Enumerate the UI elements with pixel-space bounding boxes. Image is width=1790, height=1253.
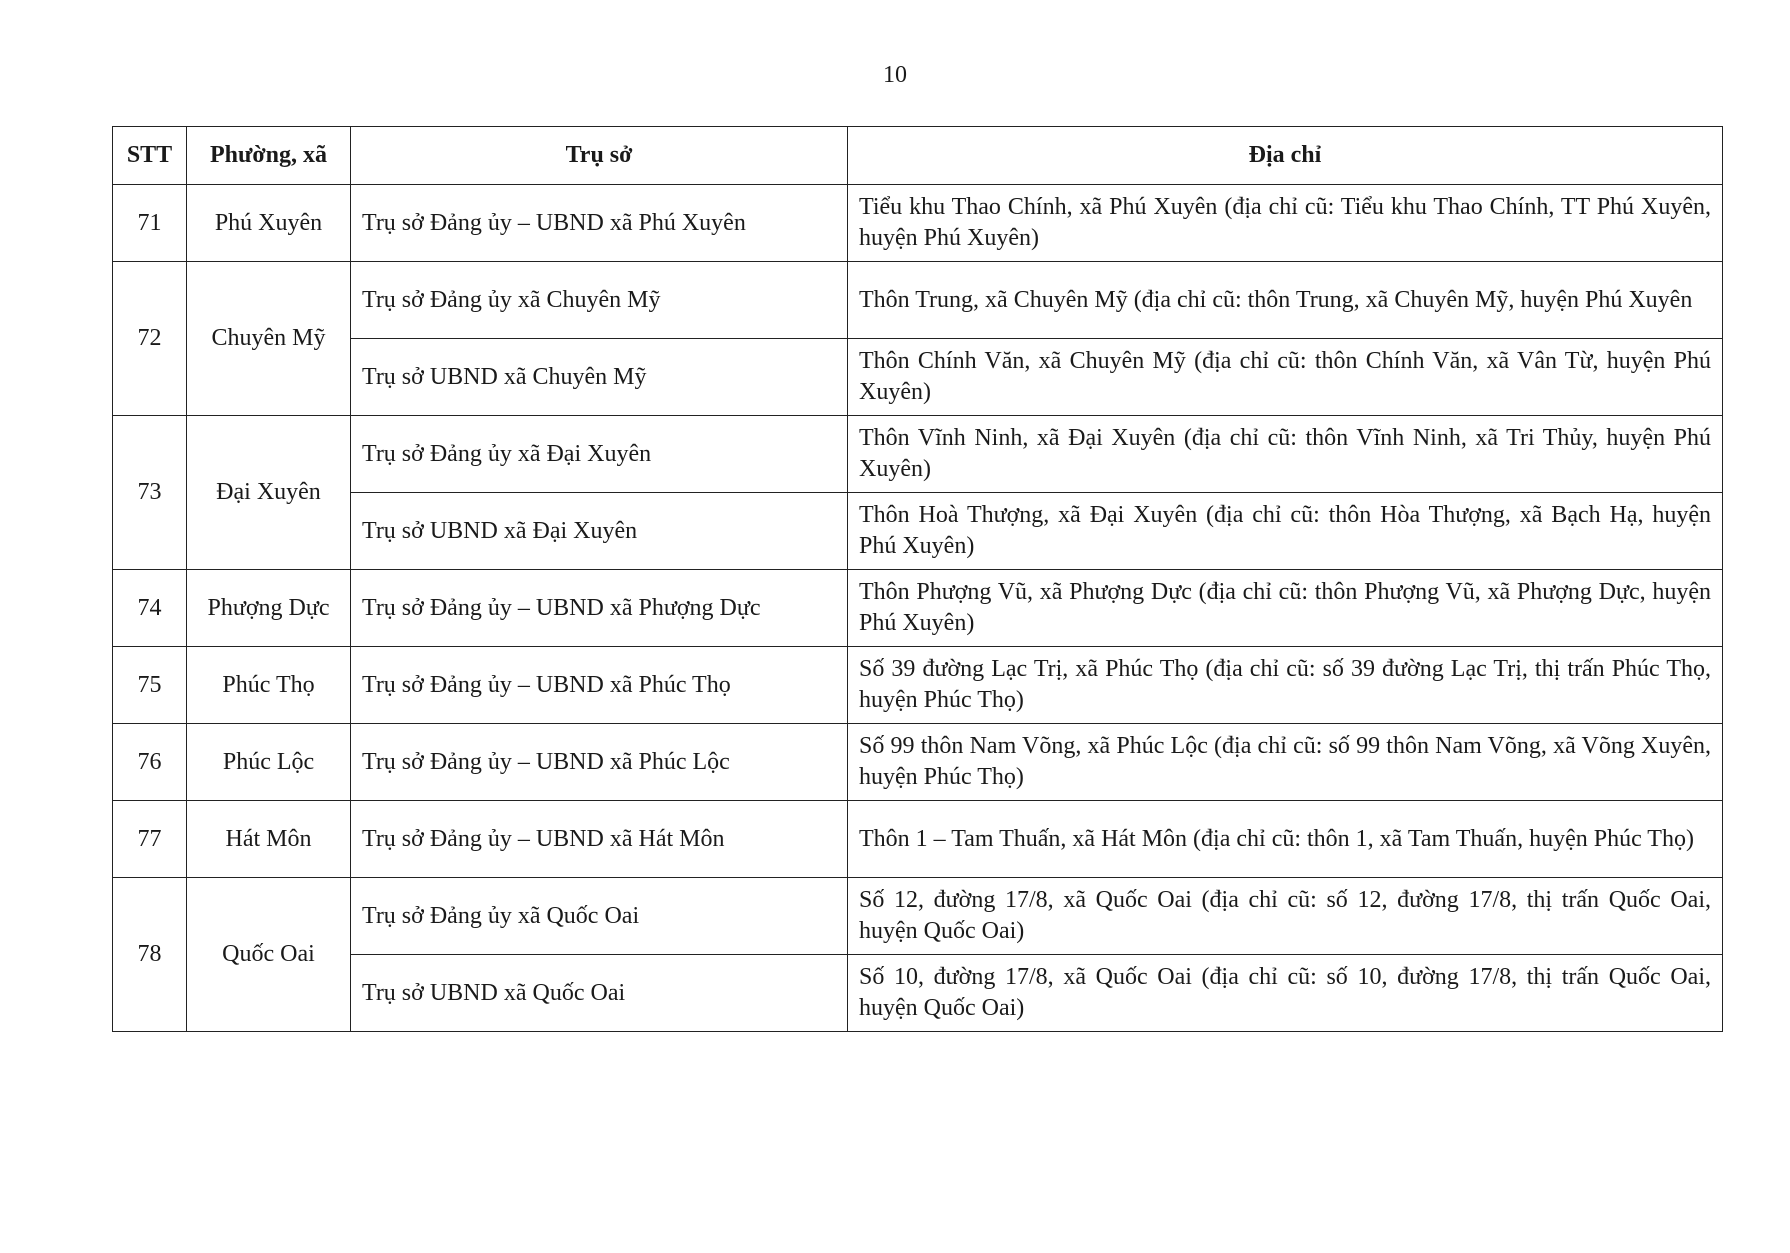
- table-row: [113, 570, 1723, 647]
- header-address: Địa chỉ: [848, 127, 1723, 185]
- cell-ward: Phượng Dực: [187, 570, 351, 647]
- cell-ward: Phúc Thọ: [187, 647, 351, 724]
- cell-ward: Chuyên Mỹ: [187, 262, 351, 416]
- cell-stt: 74: [113, 570, 187, 647]
- cell-office: Trụ sở Đảng ủy – UBND xã Phúc Lộc: [351, 724, 848, 801]
- cell-office: Trụ sở Đảng ủy xã Đại Xuyên: [351, 416, 848, 493]
- cell-address: Thôn Vĩnh Ninh, xã Đại Xuyên (địa chỉ cũ: thôn Vĩnh Ninh, xã Tri Thủy, huyện Phú Xuyên): [848, 416, 1723, 493]
- cell-stt: 72: [113, 262, 187, 416]
- cell-stt: 78: [113, 878, 187, 1032]
- cell-address: Thôn 1 – Tam Thuấn, xã Hát Môn (địa chỉ cũ: thôn 1, xã Tam Thuấn, huyện Phúc Thọ): [848, 801, 1723, 878]
- cell-office: Trụ sở Đảng ủy xã Quốc Oai: [351, 878, 848, 955]
- cell-office: Trụ sở UBND xã Quốc Oai: [351, 955, 848, 1032]
- cell-office: Trụ sở UBND xã Chuyên Mỹ: [351, 339, 848, 416]
- table-row: [113, 878, 1723, 955]
- table-row: [113, 801, 1723, 878]
- cell-stt: 73: [113, 416, 187, 570]
- cell-stt: 76: [113, 724, 187, 801]
- cell-address: Số 39 đường Lạc Trị, xã Phúc Thọ (địa chỉ cũ: số 39 đường Lạc Trị, thị trấn Phúc Thọ, huyện Phúc Thọ): [848, 647, 1723, 724]
- cell-address: Thôn Hoà Thượng, xã Đại Xuyên (địa chỉ cũ: thôn Hòa Thượng, xã Bạch Hạ, huyện Phú Xuyên): [848, 493, 1723, 570]
- page-number: 10: [883, 62, 907, 88]
- cell-address: Tiểu khu Thao Chính, xã Phú Xuyên (địa chỉ cũ: Tiểu khu Thao Chính, TT Phú Xuyên, huyện Phú Xuyên): [848, 185, 1723, 262]
- cell-ward: Phúc Lộc: [187, 724, 351, 801]
- cell-ward: Phú Xuyên: [187, 185, 351, 262]
- cell-stt: 75: [113, 647, 187, 724]
- table-row: [113, 955, 1723, 1032]
- cell-address: Số 12, đường 17/8, xã Quốc Oai (địa chỉ cũ: số 12, đường 17/8, thị trấn Quốc Oai, huyện Quốc Oai): [848, 878, 1723, 955]
- cell-stt: 77: [113, 801, 187, 878]
- table-row: [113, 647, 1723, 724]
- cell-office: Trụ sở Đảng ủy – UBND xã Hát Môn: [351, 801, 848, 878]
- cell-address: Thôn Phượng Vũ, xã Phượng Dực (địa chỉ cũ: thôn Phượng Vũ, xã Phượng Dực, huyện Phú Xuyên): [848, 570, 1723, 647]
- cell-address: Số 10, đường 17/8, xã Quốc Oai (địa chỉ cũ: số 10, đường 17/8, thị trấn Quốc Oai, huyện Quốc Oai): [848, 955, 1723, 1032]
- table-row: [113, 262, 1723, 339]
- cell-office: Trụ sở Đảng ủy – UBND xã Phú Xuyên: [351, 185, 848, 262]
- table-row: [113, 339, 1723, 416]
- header-office: Trụ sở: [351, 127, 848, 185]
- table-row: [113, 493, 1723, 570]
- cell-office: Trụ sở Đảng ủy – UBND xã Phúc Thọ: [351, 647, 848, 724]
- cell-address: Thôn Trung, xã Chuyên Mỹ (địa chỉ cũ: thôn Trung, xã Chuyên Mỹ, huyện Phú Xuyên: [848, 262, 1723, 339]
- header-stt: STT: [113, 127, 187, 185]
- cell-ward: Quốc Oai: [187, 878, 351, 1032]
- cell-office: Trụ sở Đảng ủy – UBND xã Phượng Dực: [351, 570, 848, 647]
- headquarters-table: [112, 126, 1723, 1032]
- cell-office: Trụ sở UBND xã Đại Xuyên: [351, 493, 848, 570]
- table-header-row: [113, 127, 1723, 185]
- table-row: [113, 416, 1723, 493]
- header-ward: Phường, xã: [187, 127, 351, 185]
- cell-address: Số 99 thôn Nam Võng, xã Phúc Lộc (địa chỉ cũ: số 99 thôn Nam Võng, xã Võng Xuyên, huyện Phúc Thọ): [848, 724, 1723, 801]
- table-row: [113, 185, 1723, 262]
- cell-stt: 71: [113, 185, 187, 262]
- cell-ward: Hát Môn: [187, 801, 351, 878]
- table-row: [113, 724, 1723, 801]
- cell-office: Trụ sở Đảng ủy xã Chuyên Mỹ: [351, 262, 848, 339]
- cell-ward: Đại Xuyên: [187, 416, 351, 570]
- cell-address: Thôn Chính Văn, xã Chuyên Mỹ (địa chỉ cũ: thôn Chính Văn, xã Vân Từ, huyện Phú Xuyên): [848, 339, 1723, 416]
